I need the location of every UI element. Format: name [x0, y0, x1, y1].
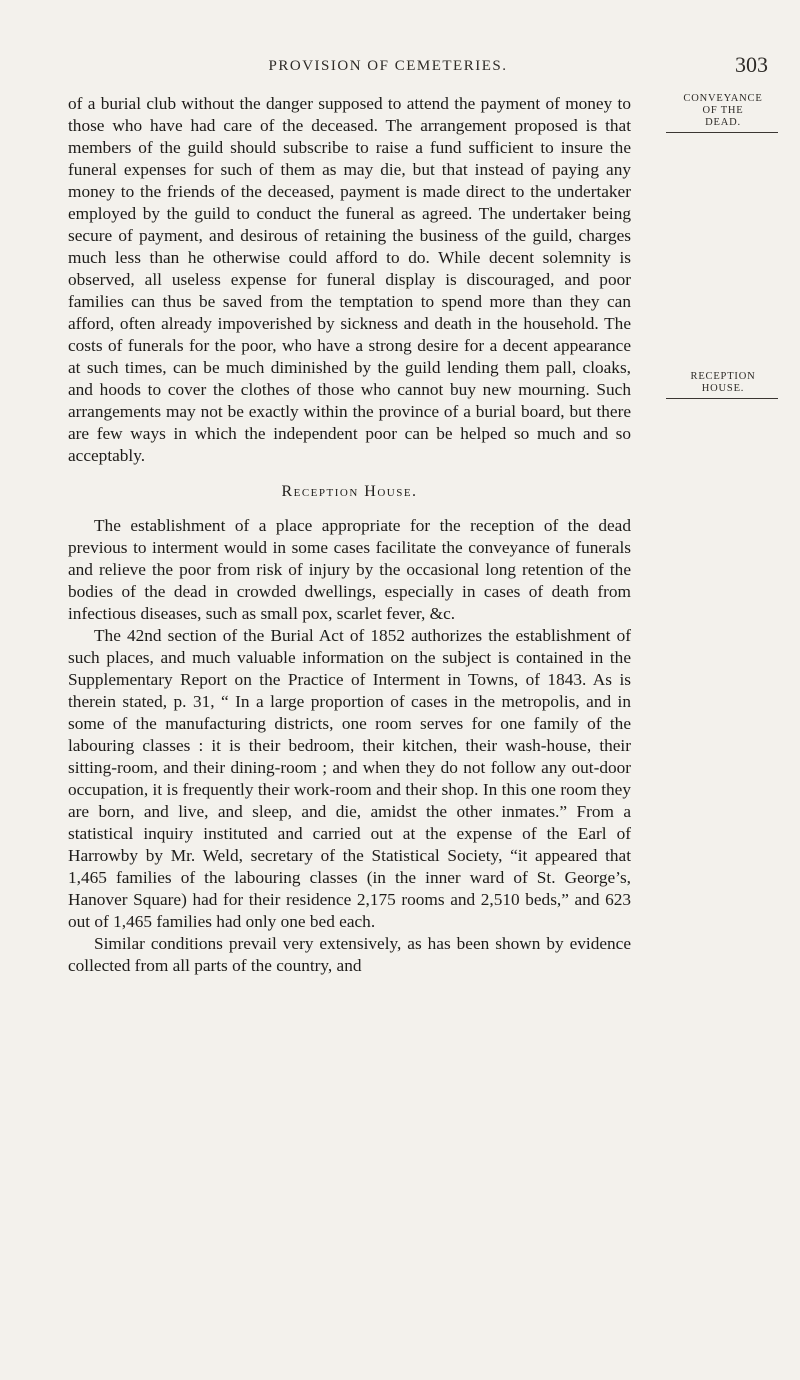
sidenote-reception-line1: RECEPTION: [690, 371, 756, 382]
sidenote-divider: [666, 132, 778, 133]
sidenote-conveyance-line1: CONVEYANCE: [683, 93, 763, 104]
running-title: PROVISION OF CEMETERIES.: [268, 58, 508, 74]
sidenote-conveyance-line3: DEAD.: [705, 117, 741, 128]
section-heading: Reception House.: [281, 483, 418, 500]
main-text-column: [68, 93, 631, 977]
paragraph-burial-act: The 42nd section of the Burial Act of 1852 authorizes the establishment of such places, and much valuable information on the subject is contained in the Supplementary Report on the Practice of Interment in Towns, of 1843. As is therein stated, p. 31, “ In a large proportion of cases in the metropolis, and in some of the manufacturing districts, one room serves for one family of the labouring classes : it is their bedroom, their kitchen, their wash-house, their sitting-room, and their dining-room ; and when they do not follow any out-door occupation, it is frequently their work-room and their shop. In this one room they are born, and live, and sleep, and die, amidst the other inmates.” From a statistical inquiry instituted and carried out at the expense of the Earl of Harrowby by Mr. Weld, secretary of the Statistical Society, “it appeared that 1,465 families of the labouring classes (in the inner ward of St. George’s, Hanover Square) had for their residence 2,175 rooms and 2,510 beds,” and 623 out of 1,465 families had only one bed each.: [68, 626, 631, 931]
sidenote-conveyance: [666, 93, 780, 133]
sidenote-divider: [666, 398, 778, 399]
page-number: 303: [735, 52, 768, 77]
sidenote-conveyance-line2: OF THE: [702, 105, 744, 116]
sidenote-reception: [666, 371, 780, 399]
paragraph-reception-intro: The establishment of a place appropriate for the reception of the dead previous to interment would in some cases facilitate the conveyance of funerals and relieve the poor from risk of injury by the occasional long retention of the bodies of the dead in crowded dwellings, especially in cases of death from infectious diseases, such as small pox, scarlet fever, &c.: [68, 516, 631, 623]
paragraph-similar-conditions: Similar conditions prevail very extensively, as has been shown by evidence collected from all parts of the country, and: [68, 934, 631, 975]
page-header: [68, 50, 768, 80]
sidenote-reception-line2: HOUSE.: [701, 383, 745, 394]
paragraph-burial-club: of a burial club without the danger supposed to attend the payment of money to those who have had care of the deceased. The arrangement proposed is that members of the guild should subscribe to raise a fund sufficient to insure the funeral expenses for such of them as may die, but that instead of paying any money to the friends of the deceased, payment is made direct to the undertaker employed by the guild to conduct the funeral as agreed. The undertaker being secure of payment, and desirous of retaining the business of the guild, charges much less than he otherwise could afford to do. While decent solemnity is observed, all useless expense for funeral display is discouraged, and poor families can thus be saved from the temptation to spend more than they can afford, often already impoverished by sickness and death in the household. The costs of funerals for the poor, who have a strong desire for a decent appearance at such times, can be much diminished by the guild lending them pall, cloaks, and hoods to cover the clothes of those who cannot buy new mourning. Such arrangements may not be exactly within the province of a burial board, but there are few ways in which the independent poor can be helped so much and so acceptably.: [68, 94, 631, 465]
